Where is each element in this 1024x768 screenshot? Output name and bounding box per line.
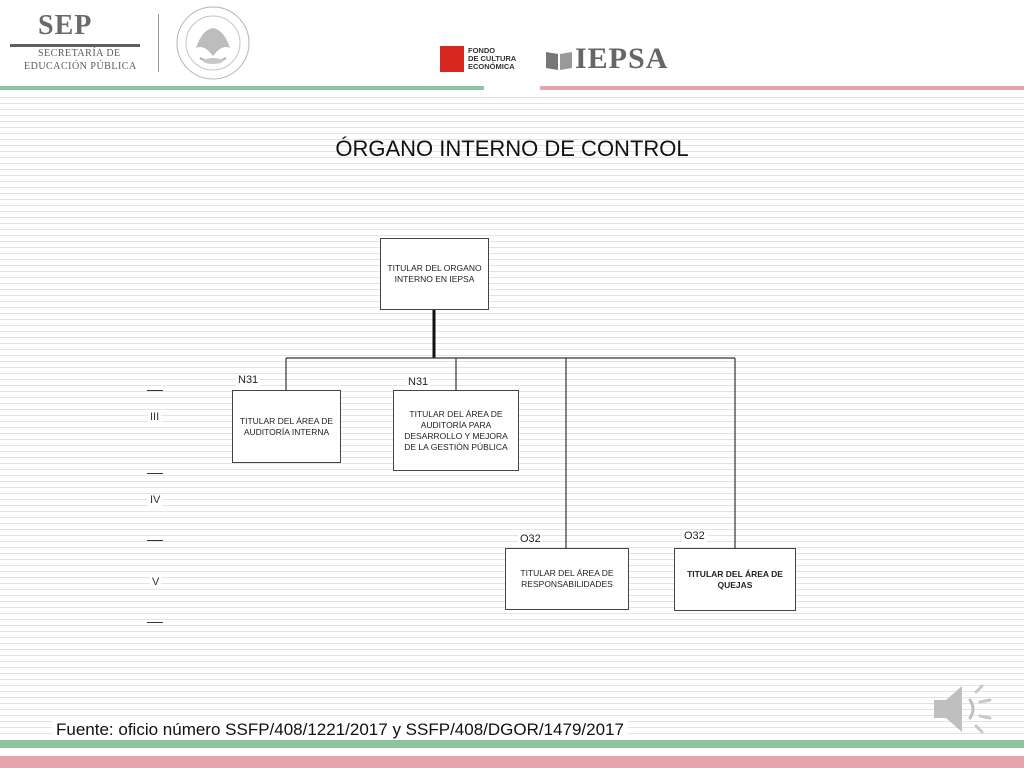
level-divider: [147, 390, 163, 391]
org-box-titular-oic: TITULAR DEL ORGANO INTERNO EN IEPSA: [380, 238, 489, 310]
org-box-quejas: TITULAR DEL ÁREA DE QUEJAS: [674, 548, 796, 611]
sep-subtitle-2: EDUCACIÓN PÚBLICA: [24, 61, 137, 72]
sep-subtitle-1: SECRETARÍA DE: [38, 48, 121, 59]
code-label-desarrollo: N31: [408, 376, 429, 388]
iepsa-logo-text: IEPSA: [575, 42, 669, 75]
org-box-auditoria-desarrollo: TITULAR DEL ÁREA DE AUDITORÍA PARA DESARROLLO Y MEJORA DE LA GESTIÓN PÚBLICA: [393, 390, 519, 471]
org-box-auditoria-interna: TITULAR DEL ÁREA DE AUDITORÍA INTERNA: [232, 390, 341, 463]
source-note: Fuente: oficio número SSFP/408/1221/2017 y SSFP/408/DGOR/1479/2017: [52, 720, 628, 740]
code-label-auditoria: N31: [238, 374, 259, 386]
footer-rule-gap: [0, 748, 1024, 756]
footer-rule-green: [0, 740, 1024, 748]
level-label-iii: III: [150, 411, 160, 423]
sep-logo-text: SEP: [38, 10, 93, 41]
code-label-responsabilidades: O32: [520, 533, 541, 545]
page-title: ÓRGANO INTERNO DE CONTROL: [335, 136, 689, 161]
speaker-icon[interactable]: [928, 678, 996, 740]
footer-rule-pink: [0, 756, 1024, 768]
level-label-iv: IV: [150, 494, 161, 506]
level-divider: [147, 473, 163, 474]
org-box-responsabilidades: TITULAR DEL ÁREA DE RESPONSABILIDADES: [505, 548, 629, 610]
fce-logo-text: FONDO DE CULTURA ECONÓMICA: [468, 46, 517, 71]
level-divider: [147, 540, 163, 541]
code-label-quejas: O32: [684, 530, 705, 542]
level-divider: [147, 622, 163, 623]
level-label-v: V: [152, 576, 160, 588]
